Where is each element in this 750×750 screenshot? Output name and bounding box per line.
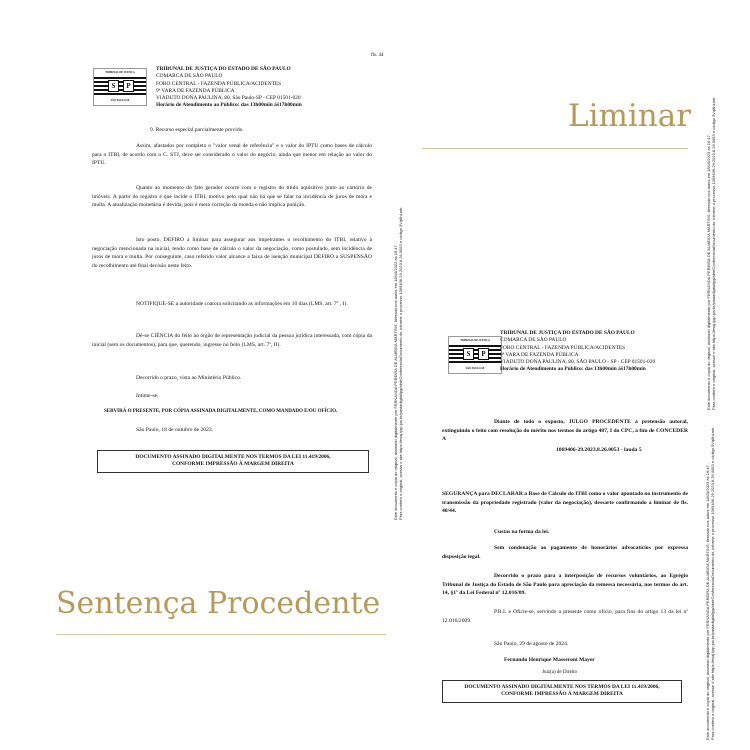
title-sentenca-procedente: Sentença Procedente xyxy=(56,586,381,621)
sentence-date: São Paulo, 29 de agosto de 2024. xyxy=(494,641,569,647)
paragraph-2: Quanto ao momento do fato gerador ocorre com o registro do título aquisitivo junto ao cartório de imóveis. A partir do registro é que incide o ITBI, motivo pelo qual não há que se falar na incidência de juros de mora e multa. A atualização monetária é devida, pois é mera correção da moeda e não implica punição. xyxy=(92,185,372,209)
title-liminar: Liminar xyxy=(568,98,692,134)
court-seal-logo: TRIBUNAL DE JUSTIÇA S P SÃO PAULO-SP xyxy=(93,68,147,106)
sentence-paragraph-4: Sem condenação ao pagamento de honorários advocatícios por expressa disposição legal. xyxy=(442,545,688,560)
digital-signature-box-2: DOCUMENTO ASSINADO DIGITALMENTE NOS TERMOS DA LEI 11.419/2006, CONFORME IMPRESSÃO À MARGEM DIREITA xyxy=(442,680,682,703)
court-header-2: TRIBUNAL DE JUSTIÇA DO ESTADO DE SÃO PAULO COMARCA DE SÃO PAULO FORO CENTRAL - FAZENDA PÚBLICA/ACIDENTES 9ª VARA DE FAZENDA PÚBLICA VIADUTO DONA PAULINA, 80, SÃO PAULO - SP - CEP 01501-020 Horário de Atendimento ao Público: das 13h00min àš17h00min xyxy=(500,330,656,373)
text-item-9: 9. Recurso especial parcialmente provido. xyxy=(150,127,244,133)
paragraph-4: NOTIFIQUE-SE a autoridade coatora solicitando as informações em 10 dias (LMS, art. 7º , I). xyxy=(136,301,348,307)
paragraph-3: Isto posto, DEFIRO a liminar para assegurar aos impetrantes o recolhimento do ITBI, relativo à negociação mencionada na inicial, tendo como base de cálculo o valor da negociação, como postulado, sem incidência de juros de mora e multa. Por conseguinte, caso referido valor alcance a faixa de isenção municipal DEFIRO a SUSPENSÃO do recolhimento até final decisão neste feito. xyxy=(92,237,372,269)
digital-signature-box: DOCUMENTO ASSINADO DIGITALMENTE NOS TERMOS DA LEI 11.419/2006, CONFORME IMPRESSÃO À MARGEM DIREITA xyxy=(97,450,369,473)
paragraph-6: Decorrido o prazo, vista ao Ministério Público. xyxy=(136,375,242,381)
paragraph-1: Assim, afastados por completo o "valor venal de referência" e o valor do IPTU como bases de cálculo para o ITBI, de acordo com o C. STJ, deve ser considerado o valor do negócio, ainda que menor em relação ao valor do IPTU. xyxy=(92,143,372,167)
sentence-paragraph-6: P.R.I. e Ofície-se, servindo a presente como ofício, para fins do artigo 13 da lei nº 12.016/2009. xyxy=(442,609,688,624)
margin-authentication: Este documento é cópia do original, assinado digitalmente por FERNANDA PEREIRA DE ALMEIDA MARTINS, liberado nos autos em 18/10/2023 às 16:47 . Para conferir o original, acesse o site https://esaj.tjsp.jus.br/pastadigital/pg/abrirConferenciaDocumento.do, informe o processo 1069406-29.2023.8.26.0053 e código 5Vq8hLmb. xyxy=(393,206,403,520)
paragraph-8: SERVIRÁ O PRESENTE, POR CÓPIA ASSINADA DIGITALMENTE, COMO MANDADO E/OU OFÍCIO. xyxy=(104,409,338,414)
sentence-paragraph-1: Diante de todo o exposto, JULGO PROCEDENTE a pretensão autoral, extinguindo o feito com resolução do mérito nos termos do artigo 487, I do CPC, a fim de CONCEDER A xyxy=(442,419,688,443)
sentence-paragraph-5: Decorrido o prazo para a interposição de recursos voluntários, ao Egrégio Tribunal de Justiça do Estado de São Paulo para apreciação da remessa necessária, nos termos do art. 14, §1º da Lei Federal nº 12.016/09. xyxy=(442,573,688,597)
margin-authentication-2b: Este documento é cópia do original, assinado digitalmente por FERNANDA PEREIRA DE ALMEIDA MARTINS, liberado nos autos em 18/10/2023 às 16:47 . Para conferir o original, acesse o site https://esaj.tjsp.jus.br/pastadigital/pg/abrirConferenciaDocumento.do, informe o processo 1069406-29.2023.8.26.0053 e código 5Vq8hLmb. xyxy=(705,426,715,740)
margin-authentication-2a: Este documento é cópia do original, assinado digitalmente por FERNANDA PEREIRA DE ALMEIDA MARTINS, liberado nos autos em 18/10/2023 às 16:47 . Para conferir o original, acesse o site https://esaj.tjsp.jus.br/pastadigital/pg/abrirConferenciaDocumento.do, informe o processo 1069406-29.2023.8.26.0053 e código 5Vq8hLmb. xyxy=(706,96,716,410)
judge-role: Juiz(a) de Direito xyxy=(542,670,577,675)
paragraph-5: Dê-se CIÊNCIA do feito ao órgão de representação judicial da pessoa jurídica interessada, com cópia da inicial (sem os documentos), para que, querendo, ingresse no feito (LMS, art. 7º, II). xyxy=(92,333,372,348)
court-seal-logo-2: TRIBUNAL DE JUSTIÇA S P SÃO PAULO-SP xyxy=(448,336,502,374)
document-date: São Paulo, 18 de outubro de 2023. xyxy=(136,427,214,433)
sentence-paragraph-3: Custas na forma da lei. xyxy=(494,529,550,535)
page-number: fls. 44 xyxy=(371,53,384,58)
judge-name: Fernando Henrique Masseroni Mayer xyxy=(504,657,595,663)
paragraph-7: Intime-se. xyxy=(136,393,159,399)
process-lauda: 1069406-29.2023.8.26.0053 - lauda 5 xyxy=(556,447,642,453)
sentence-paragraph-2: SEGURANÇA para DECLARAR a Base de Cálculo do ITBI como o valor apontado no instrumento de transmissão da propriedade registrado (valor da negociação), dessarte confirmando a liminar de fls. 40/44. xyxy=(442,491,688,515)
court-header: TRIBUNAL DE JUSTIÇA DO ESTADO DE SÃO PAULO COMARCA DE SÃO PAULO FORO CENTRAL - FAZENDA PÚBLICA/ACIDENTES 9ª VARA DE FAZENDA PÚBLICA VIADUTO DONA PAULINA, 80, São Paulo-SP - CEP 01501-020 Horário de Atendimento ao Público: das 13h00min àš17h00min xyxy=(156,66,302,109)
